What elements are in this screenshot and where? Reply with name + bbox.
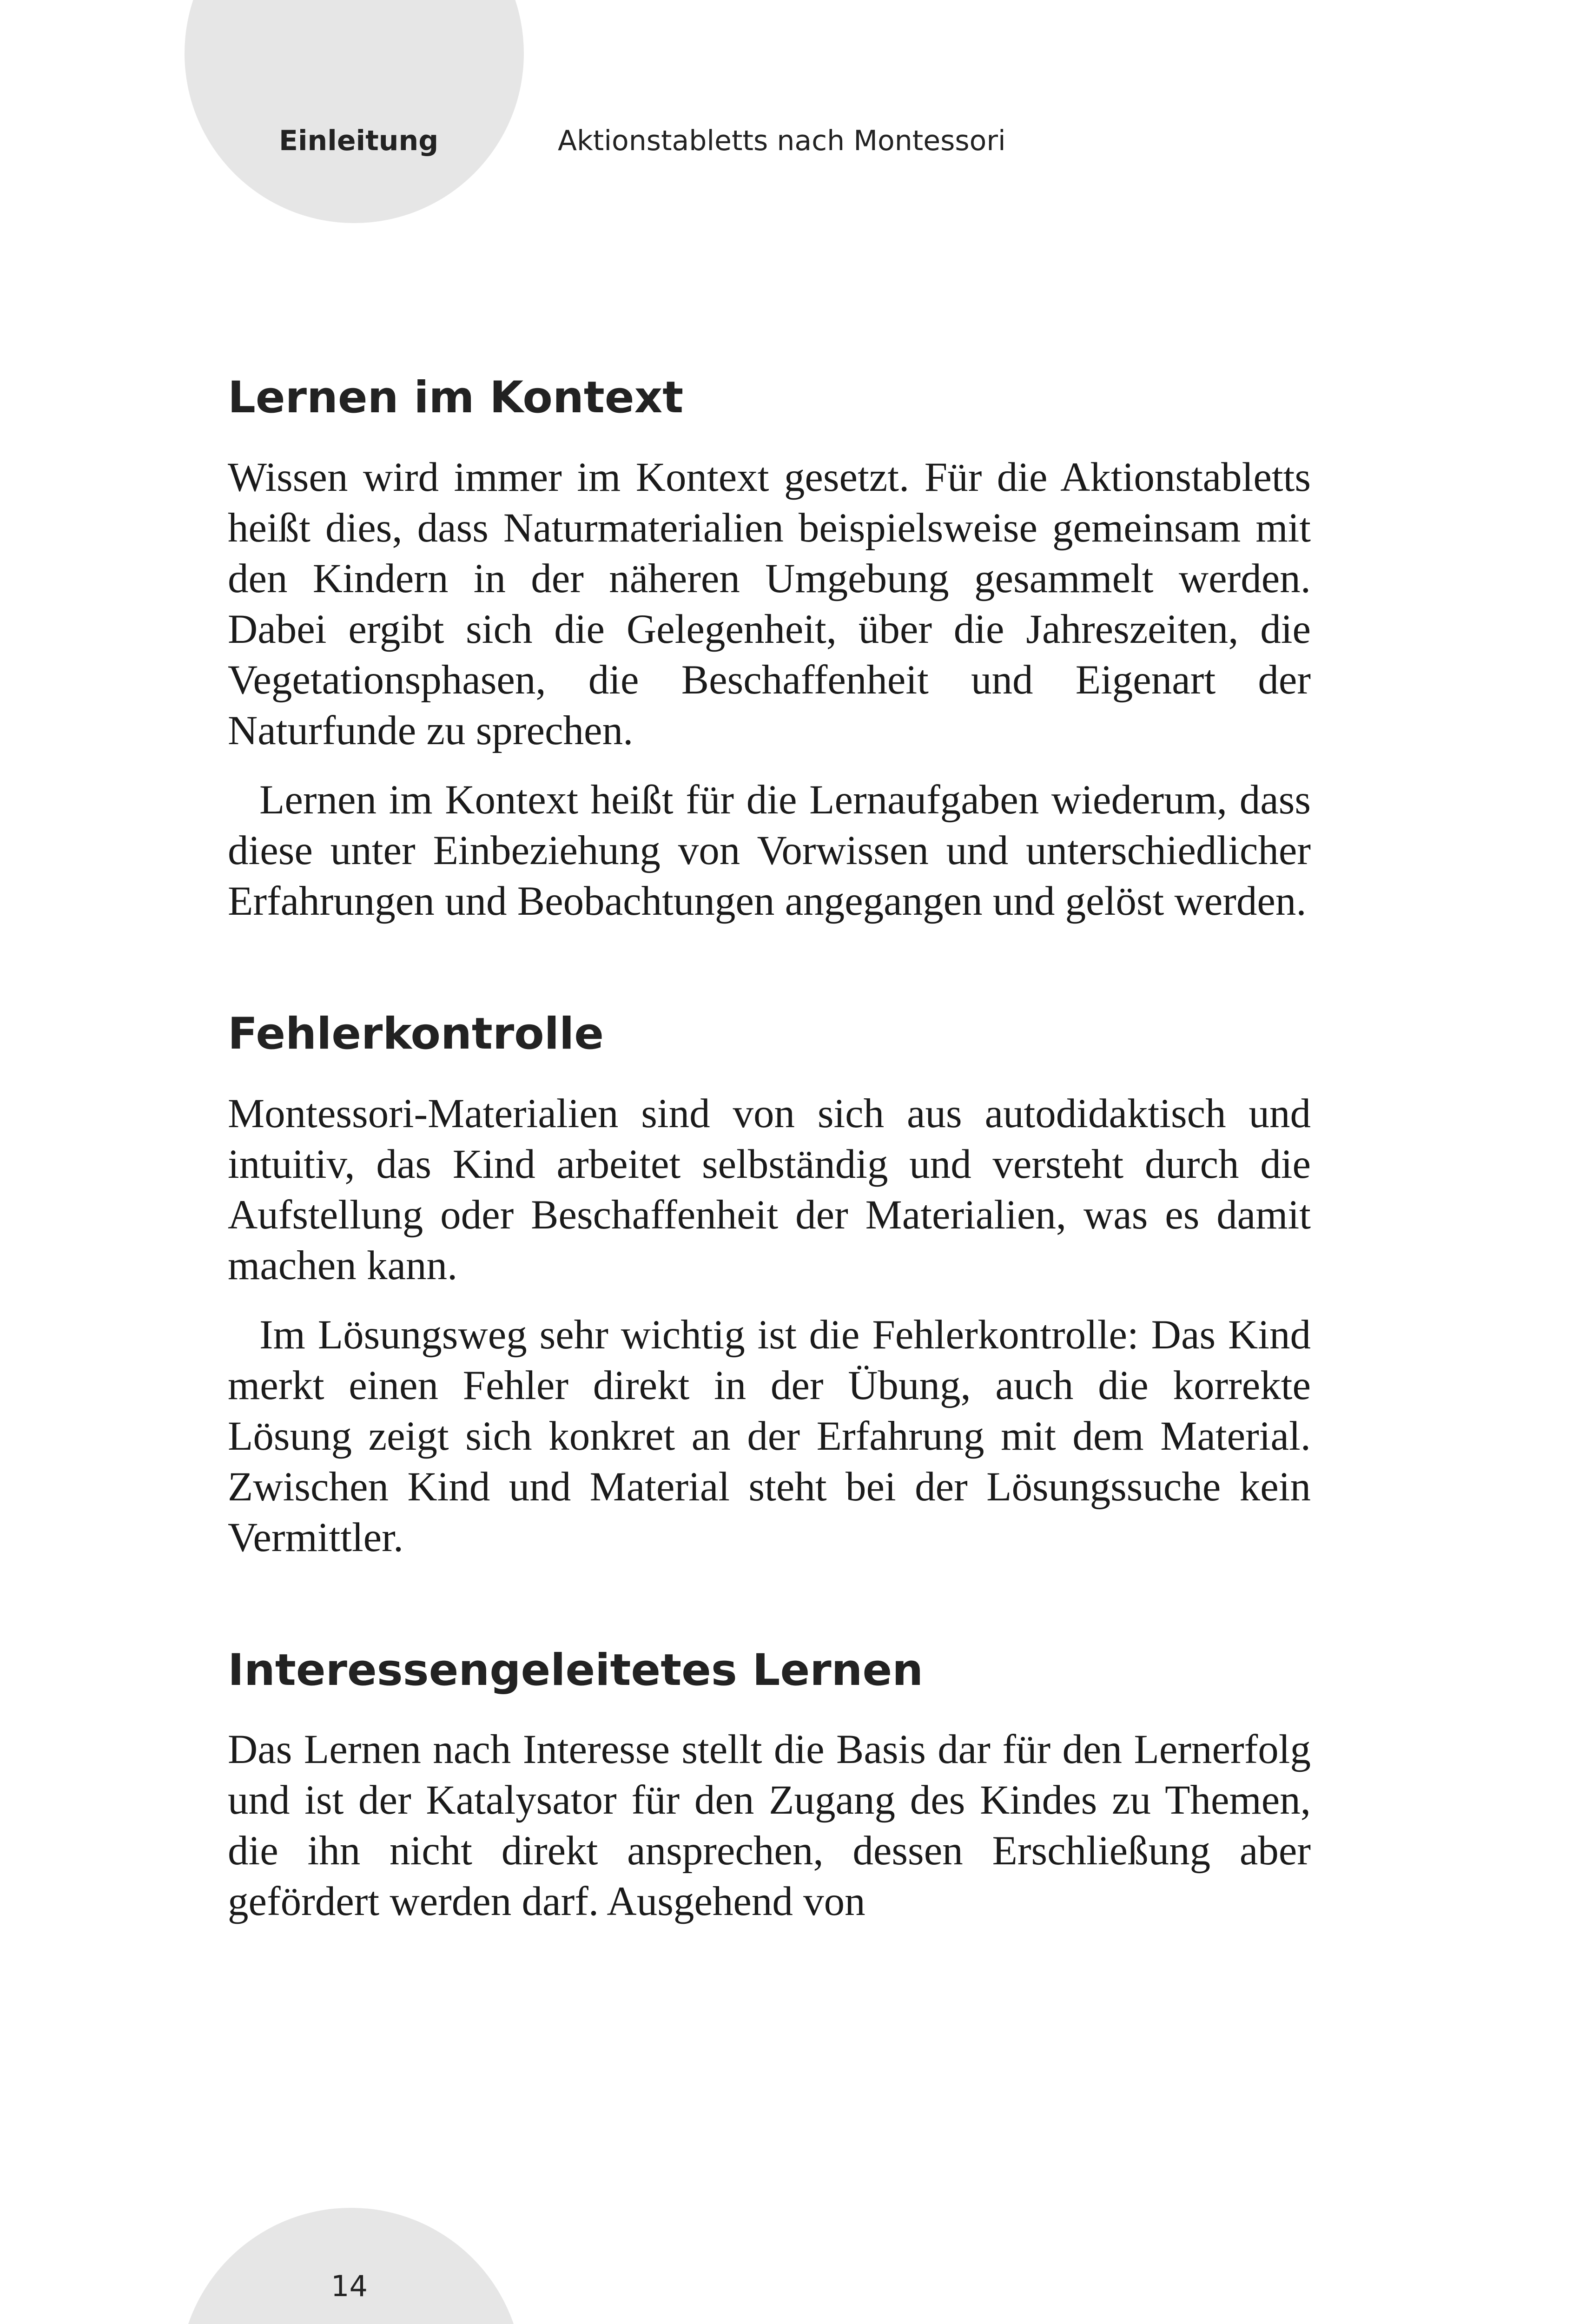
running-header-title: Aktionstabletts nach Montessori	[558, 125, 1006, 157]
running-header-section: Einleitung	[279, 125, 439, 157]
footer-circle-decoration	[179, 2208, 523, 2324]
section-heading: Lernen im Kontext	[228, 372, 684, 423]
section-heading: Interessengeleitetes Lernen	[228, 1644, 924, 1696]
paragraph: Das Lernen nach Interesse stellt die Basis dar für den Lernerfolg und ist der Katalysator für den Zugang des Kindes zu Themen, die ihn nicht direkt ansprechen, dessen Erschließung aber gefördert werden darf. Ausgehend von	[228, 1727, 1311, 1925]
header-circle-decoration	[185, 0, 524, 223]
section-fehlerkontrolle	[228, 1008, 1311, 1563]
paragraph: Montessori-Materialien sind von sich aus autodidaktisch und intuitiv, das Kind arbeitet selbständig und versteht durch die Aufstellung oder Beschaffenheit der Materialien, was es damit machen kann.	[228, 1090, 1311, 1288]
section-interessengeleitetes-lernen	[228, 1644, 1311, 1928]
section-lernen-im-kontext	[228, 372, 1311, 927]
paragraph: Lernen im Kontext heißt für die Lernaufgaben wiederum, dass diese unter Einbeziehung von Vorwissen und unterschiedlicher Erfahrungen und Beobachtungen angegangen und gelöst werden.	[228, 777, 1311, 924]
page-number: 14	[331, 2269, 368, 2303]
paragraph: Im Lösungsweg sehr wichtig ist die Fehlerkontrolle: Das Kind merkt einen Fehler direkt in der Übung, auch die korrekte Lösung zeigt sich konkret an der Erfahrung mit dem Material. Zwischen Kind und Material steht bei der Lösungssuche kein Vermittler.	[228, 1312, 1311, 1560]
paragraph: Wissen wird immer im Kontext gesetzt. Für die Aktionstabletts heißt dies, dass Naturmaterialien beispielsweise gemeinsam mit den Kindern in der näheren Umgebung gesammelt werden. Dabei ergibt sich die Gelegenheit, über die Jahreszeiten, die Vegetationsphasen, die Beschaffenheit und Eigenart der Naturfunde zu sprechen.	[228, 454, 1311, 753]
page-content	[228, 372, 1311, 2008]
section-heading: Fehlerkontrolle	[228, 1008, 604, 1059]
